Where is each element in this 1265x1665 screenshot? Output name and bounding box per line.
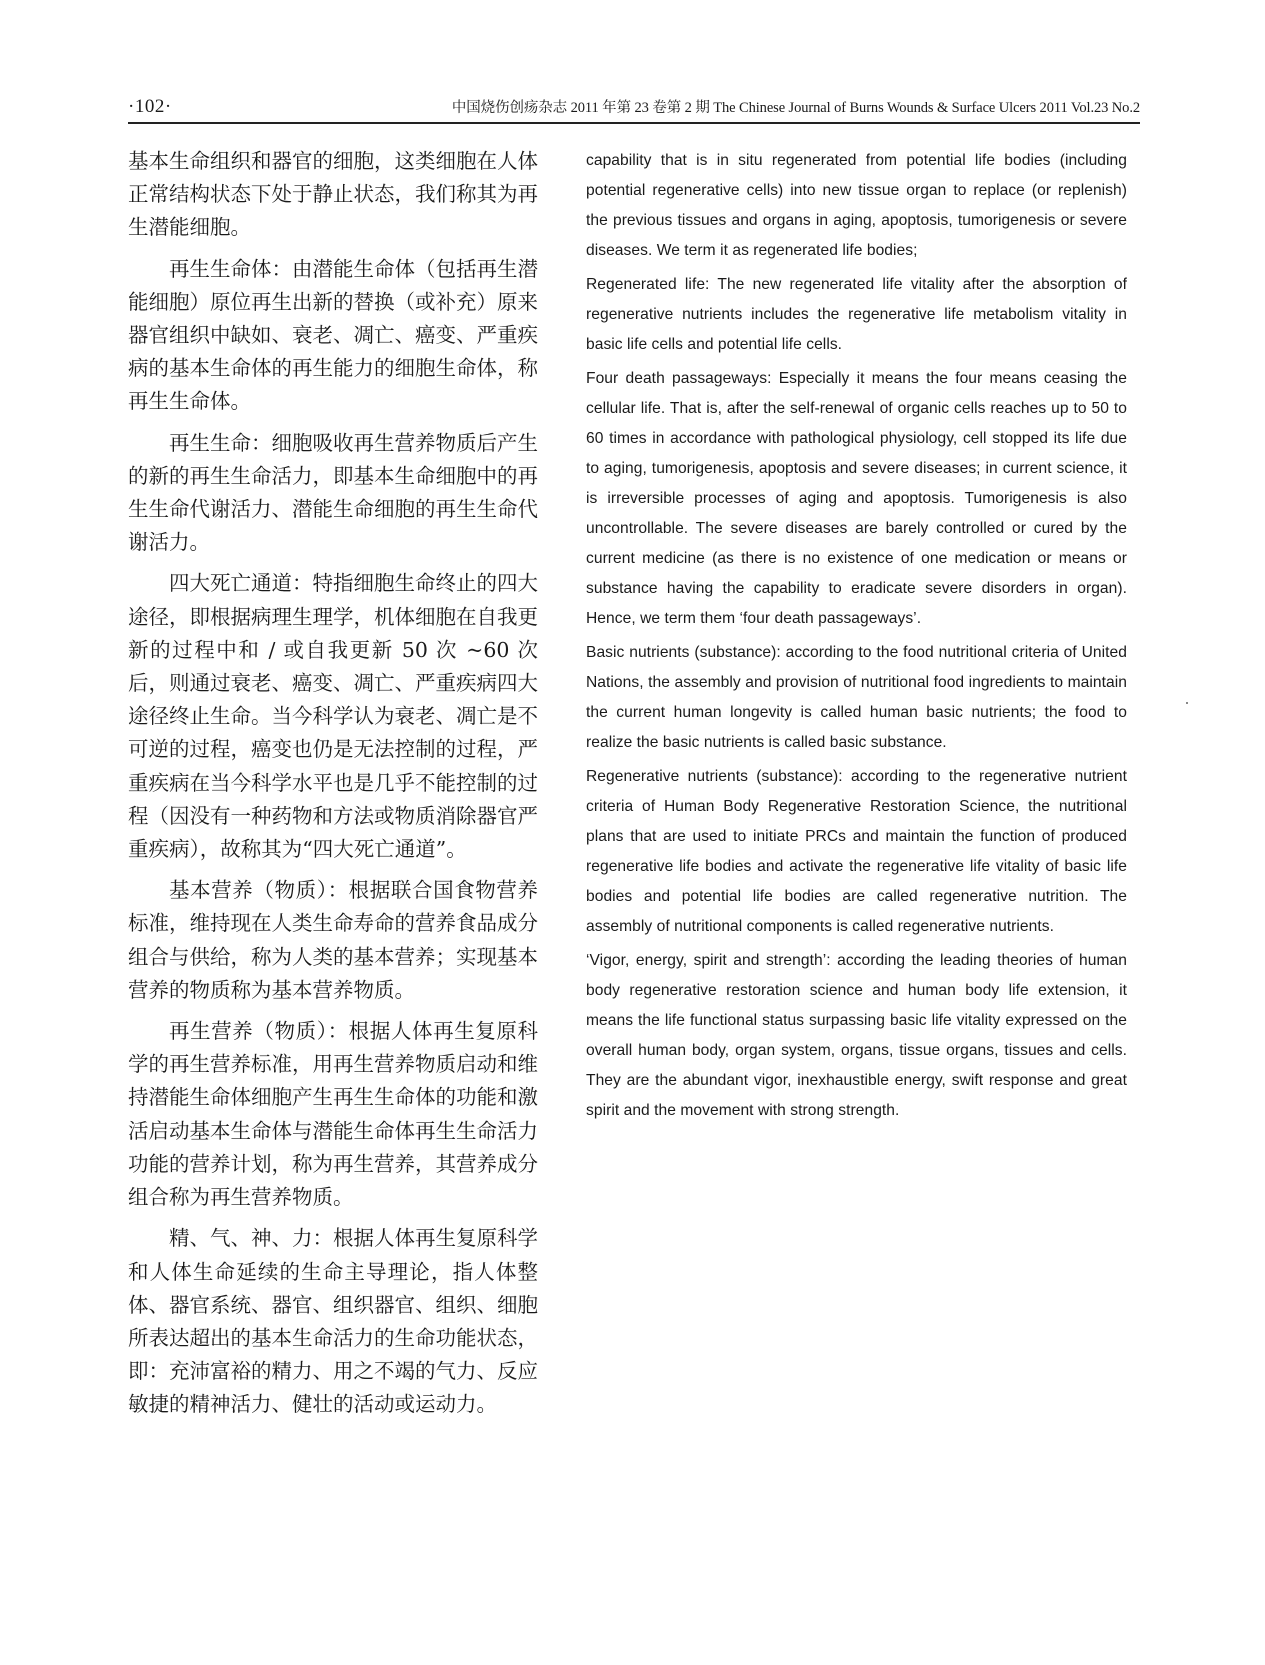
running-header: 中国烧伤创疡杂志 2011 年第 23 卷第 2 期 The Chinese Journal of Burns Wounds & Surface Ulcers 2011 Vol.23 No.2 bbox=[451, 100, 1140, 116]
paragraph-en-vigor-energy-spirit-strength: ‘Vigor, energy, spirit and strength’: according the leading theories of human body regenerative restoration science and human body life extension, it means the life functional status surpassing basic life vitality expressed on the overall human body, organ system, organs, tissue organs, tissues and cells. They are the abundant vigor, inexhaustible energy, swift response and great spirit and the movement with strong strength. bbox=[586, 952, 1127, 1119]
page-number: ·102· bbox=[128, 96, 172, 117]
right-column-english-text bbox=[586, 146, 1127, 1130]
page-header bbox=[128, 92, 1140, 124]
paragraph-regenerated-life-bodies: 再生生命体：由潜能生命体（包括再生潜能细胞）原位再生出新的替换（或补充）原来器官组织中缺如、衰老、凋亡、癌变、严重疾病的基本生命体的再生能力的细胞生命体，称再生生命体。 bbox=[128, 256, 538, 414]
paragraph-en-basic-nutrients: Basic nutrients (substance): according to the food nutritional criteria of United Nations, the assembly and provision of nutritional food ingredients to maintain the current human longevity is called human basic nutrients; the food to realize the basic nutrients is called basic substance. bbox=[586, 644, 1127, 751]
left-column-chinese-text bbox=[128, 145, 538, 1430]
paragraph-four-death-passageways: 四大死亡通道：特指细胞生命终止的四大途径，即根据病理生理学，机体细胞在自我更新的过程中和 / 或自我更新 50 次 ~60 次后，则通过衰老、癌变、凋亡、严重疾病四大途径终止生命。当今科学认为衰老、凋亡是不可逆的过程，癌变也仍是无法控制的过程，严重疾病在当今科学水平也是几乎不能控制的过程（因没有一种药物和方法或物质消除器官严重疾病），故称其为“四大死亡通道”。 bbox=[128, 571, 538, 862]
paragraph-basic-nutrients: 基本营养（物质）：根据联合国食物营养标准，维持现在人类生命寿命的营养食品成分组合与供给，称为人类的基本营养；实现基本营养的物质称为基本营养物质。 bbox=[128, 878, 538, 1002]
paragraph-regenerative-potential-cells-tail: 基本生命组织和器官的细胞，这类细胞在人体正常结构状态下处于静止状态，我们称其为再生潜能细胞。 bbox=[128, 149, 538, 240]
paragraph-en-four-death-passageways: Four death passageways: Especially it means the four means ceasing the cellular life. That is, after the self-renewal of organic cells reaches up to 50 to 60 times in accordance with pathological physiology, cell stopped its life due to aging, tumorigenesis, apoptosis and severe diseases; in current science, it is irreversible processes of aging and apoptosis. Tumorigenesis is also uncontrollable. The severe diseases are barely controlled or cured by the current medicine (as there is no existence of one medication or means or substance having the capability to eradicate severe disorders in organ). Hence, we term them ‘four death passageways’. bbox=[586, 370, 1127, 627]
paragraph-regenerated-life: 再生生命：细胞吸收再生营养物质后产生的新的再生生命活力，即基本生命细胞中的再生生命代谢活力、潜能生命细胞的再生生命代谢活力。 bbox=[128, 430, 538, 555]
paragraph-en-regenerated-life-bodies-tail: capability that is in situ regenerated from potential life bodies (including potential regenerative cells) into new tissue organ to replace (or replenish) the previous tissues and organs in aging, apoptosis, tumorigenesis or severe diseases. We term it as regenerated life bodies; bbox=[586, 152, 1127, 259]
margin-speck bbox=[1186, 702, 1188, 704]
paragraph-vigor-energy-spirit-strength: 精、气、神、力：根据人体再生复原科学和人体生命延续的生命主导理论，指人体整体、器官系统、器官、组织器官、组织、细胞所表达超出的基本生命活力的生命功能状态，即：充沛富裕的精力、用之不竭的气力、反应敏捷的精神活力、健壮的活动或运动力。 bbox=[128, 1226, 538, 1417]
paragraph-en-regenerated-life: Regenerated life: The new regenerated life vitality after the absorption of regenerative nutrients includes the regenerative life metabolism vitality in basic life cells and potential life cells. bbox=[586, 276, 1127, 353]
paragraph-regenerative-nutrients: 再生营养（物质）：根据人体再生复原科学的再生营养标准，用再生营养物质启动和维持潜能生命体细胞产生再生生命体的功能和激活启动基本生命体与潜能生命体再生生命活力功能的营养计划，称为再生营养，其营养成分组合称为再生营养物质。 bbox=[128, 1019, 538, 1210]
paragraph-en-regenerative-nutrients: Regenerative nutrients (substance): according to the regenerative nutrient criteria of Human Body Regenerative Restoration Science, the nutritional plans that are used to initiate PRCs and maintain the function of produced regenerative life bodies and activate the regenerative life vitality of basic life bodies and potential life bodies are called regenerative nutrition. The assembly of nutritional components is called regenerative nutrients. bbox=[586, 768, 1127, 935]
